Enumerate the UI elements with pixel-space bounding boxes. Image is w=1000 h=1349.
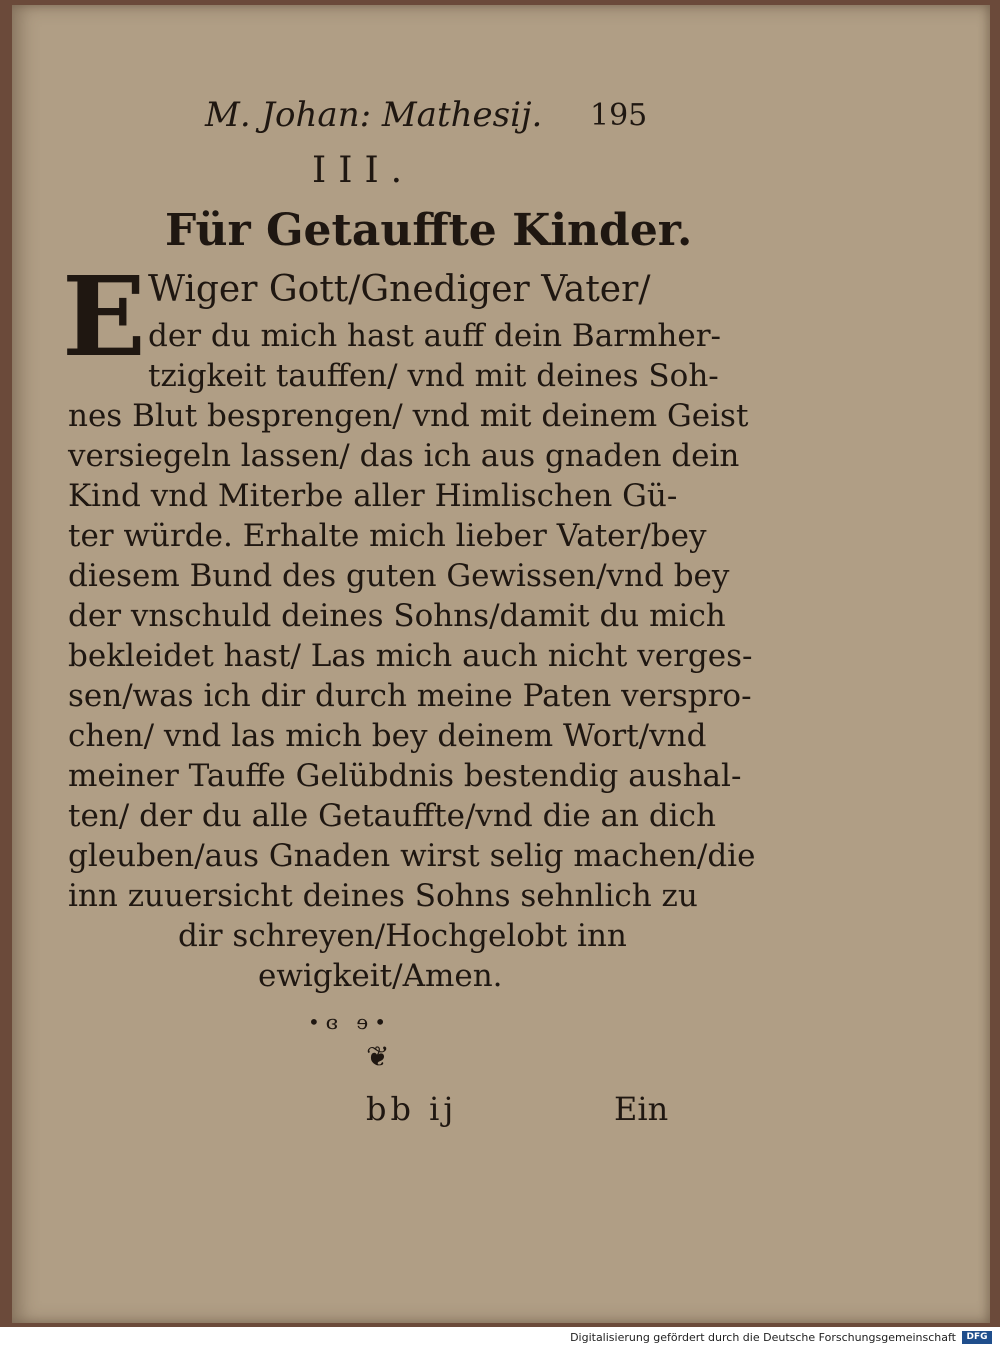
body-line: meiner Tauffe Gelübdnis bestendig aushal- <box>68 758 742 794</box>
body-line: der du mich hast auff dein Barmher- <box>148 318 722 354</box>
ornament-flourish: ❦ <box>366 1040 390 1073</box>
body-line: ter würde. Erhalte mich lieber Vater/bey <box>68 518 707 554</box>
body-line: dir schreyen/Hochgelobt inn <box>178 918 627 954</box>
body-line: gleuben/aus Gnaden wirst selig machen/die <box>68 838 756 874</box>
body-line: Wiger Gott/Gnediger Vater/ <box>148 269 651 310</box>
prayer-heading: Für Getauffte Kinder. <box>165 205 693 256</box>
signature-mark: bb ij <box>366 1090 458 1128</box>
body-line: ten/ der du alle Getauffte/vnd die an dich <box>68 798 716 834</box>
dropcap-initial: E <box>62 252 146 381</box>
body-line: der vnschuld deines Sohns/damit du mich <box>68 598 726 634</box>
section-number: III. <box>312 150 415 191</box>
running-head: M. Johan: Mathesij. <box>205 95 543 135</box>
footer-credit: Digitalisierung gefördert durch die Deutsche Forschungsgemeinschaft <box>570 1331 956 1344</box>
body-line: diesem Bund des guten Gewissen/vnd bey <box>68 558 730 594</box>
catchword: Ein <box>614 1090 669 1128</box>
body-line: chen/ vnd las mich bey deinem Wort/vnd <box>68 718 707 754</box>
page-number: 195 <box>590 98 648 133</box>
body-line: tzigkeit tauffen/ vnd mit deines Soh- <box>148 358 719 394</box>
body-line: ewigkeit/Amen. <box>258 958 503 994</box>
dfg-logo-icon: DFG <box>962 1331 992 1344</box>
ornament-divider: •ɞ ɘ• <box>308 1010 393 1034</box>
body-line: Kind vnd Miterbe aller Himlischen Gü- <box>68 478 678 514</box>
body-line: bekleidet hast/ Las mich auch nicht verges- <box>68 638 753 674</box>
body-line: nes Blut besprengen/ vnd mit deinem Geist <box>68 398 749 434</box>
body-line: sen/was ich dir durch meine Paten verspro- <box>68 678 752 714</box>
body-line: inn zuuersicht deines Sohns sehnlich zu <box>68 878 698 914</box>
body-line: versiegeln lassen/ das ich aus gnaden dein <box>68 438 740 474</box>
